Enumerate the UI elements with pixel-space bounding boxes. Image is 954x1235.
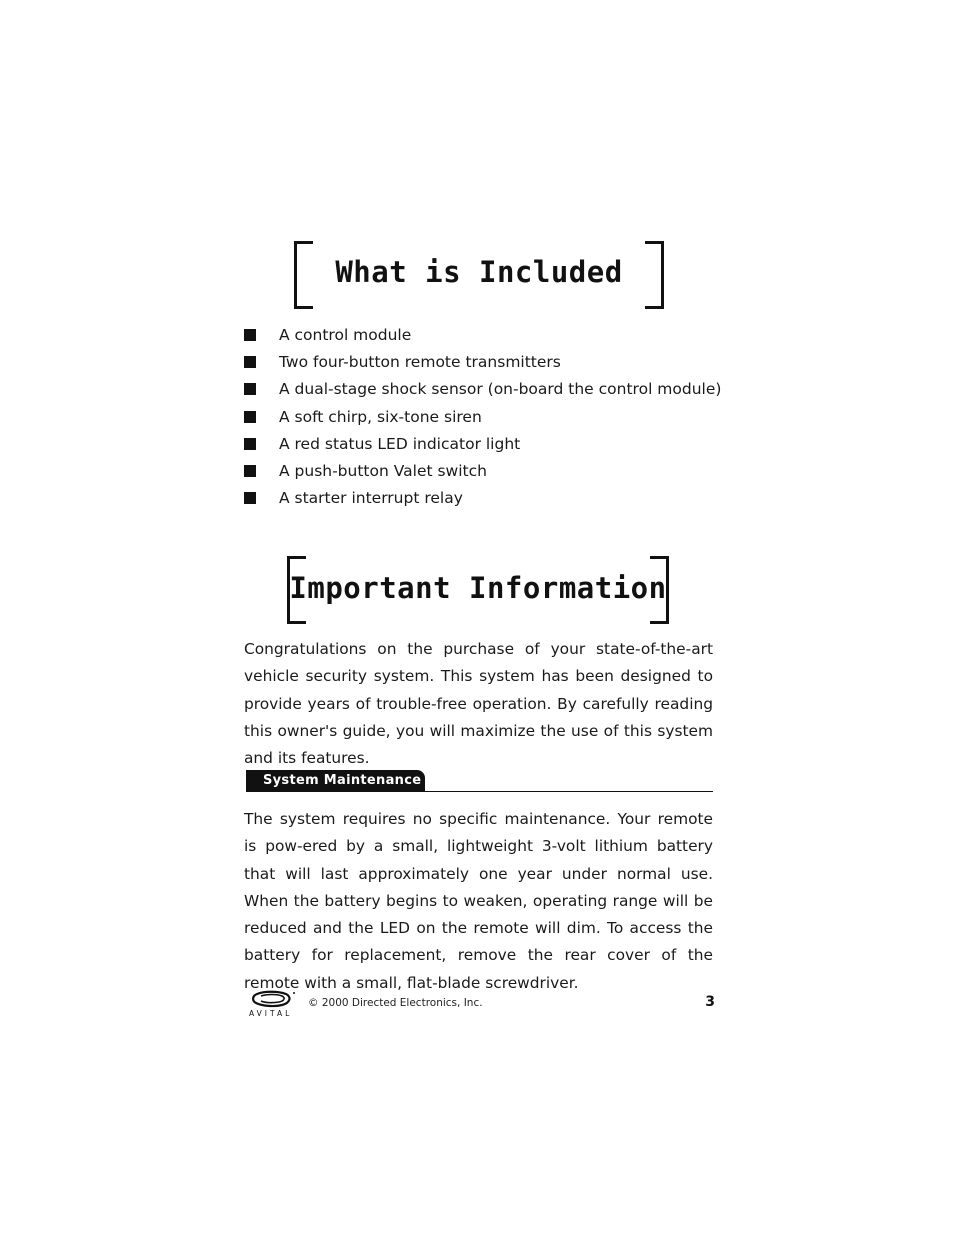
copyright-notice: © 2000 Directed Electronics, Inc.	[308, 997, 483, 1009]
heading-what-is-included	[294, 241, 664, 309]
system-maintenance-header	[246, 770, 713, 792]
system-maintenance-label: System Maintenance	[246, 770, 425, 791]
logo-wordmark: AVITAL	[249, 1009, 293, 1018]
avital-logo-icon	[248, 990, 304, 1018]
list-item: A control module	[244, 322, 721, 349]
bullet-square-icon	[244, 383, 256, 395]
bullet-square-icon	[244, 465, 256, 477]
maintenance-paragraph: The system requires no specific maintenance. Your remote is pow-ered by a small, lightweight 3-volt lithium battery that will last approximately one year under normal use. When the battery begins to weaken, operating range will be reduced and the LED on the remote will dim. To access the battery for replacement, remove the rear cover of the remote with a small, flat-blade screwdriver.	[244, 810, 713, 992]
list-item: A soft chirp, six-tone siren	[244, 404, 721, 431]
list-item: A starter interrupt relay	[244, 485, 721, 512]
page-number: 3	[705, 994, 715, 1010]
section-title: What is Included	[335, 255, 623, 289]
bullet-square-icon	[244, 438, 256, 450]
included-items-list	[244, 322, 721, 512]
intro-paragraph: Congratulations on the purchase of your state-of-the-art vehicle security system. This system has been designed to provide years of trouble-free operation. By carefully reading this owner's guide, you will maximize the use of this system and its features.	[244, 640, 713, 768]
list-item: A red status LED indicator light	[244, 431, 721, 458]
list-item: A dual-stage shock sensor (on-board the control module)	[244, 376, 721, 403]
bullet-square-icon	[244, 329, 256, 341]
bullet-square-icon	[244, 411, 256, 423]
section-title: Important Information	[289, 571, 667, 605]
bullet-square-icon	[244, 492, 256, 504]
list-item: A push-button Valet switch	[244, 458, 721, 485]
avital-logo	[248, 990, 304, 1018]
heading-important-information	[287, 556, 669, 624]
bullet-square-icon	[244, 356, 256, 368]
list-item: Two four-button remote transmitters	[244, 349, 721, 376]
